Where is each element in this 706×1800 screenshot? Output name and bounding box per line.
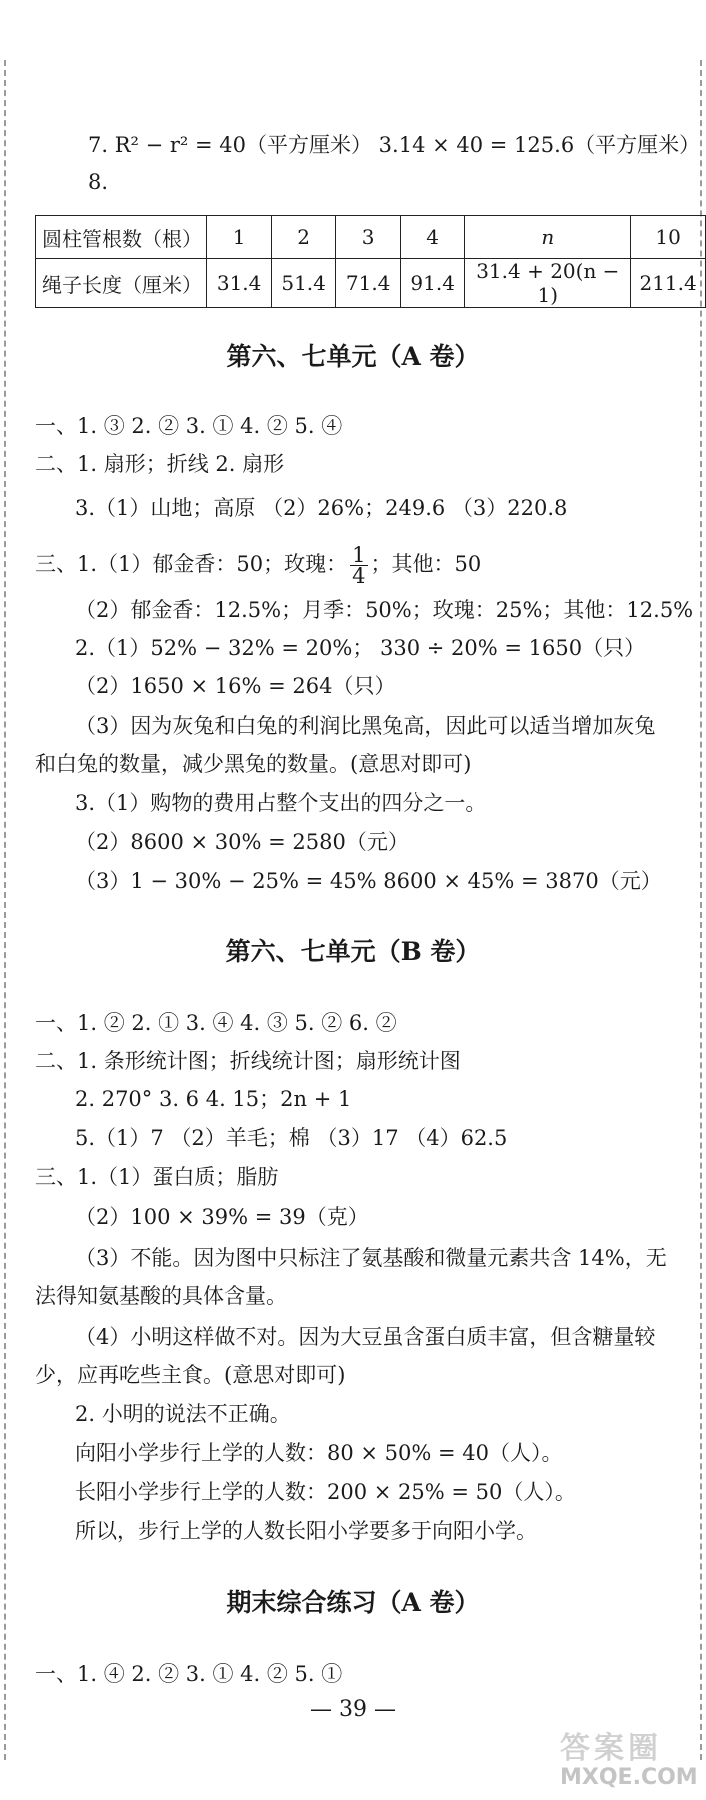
answer-7: 7. R² − r² = 40（平方厘米） 3.14 × 40 = 125.6（平方厘米） xyxy=(88,133,701,157)
fraction-one-quarter xyxy=(350,545,367,586)
left-dashed-margin xyxy=(4,60,6,1760)
fraction-numerator: 1 xyxy=(352,543,366,567)
section-a-line: （3）1 − 30% − 25% = 45% 8600 × 45% = 3870（元） xyxy=(75,869,662,893)
section-b-line: （4）小明这样做不对。因为大豆虽含蛋白质丰富，但含糖量较 xyxy=(75,1325,656,1349)
section-a-line: 2.（1）52% − 32% = 20%； 330 ÷ 20% = 1650（只） xyxy=(75,636,646,660)
fraction-denominator: 4 xyxy=(352,564,366,588)
section-b-line: （2）100 × 39% = 39（克） xyxy=(75,1205,369,1229)
table-cell: 31.4 xyxy=(207,259,272,308)
section-b-line: 5.（1）7 （2）羊毛；棉 （3）17 （4）62.5 xyxy=(75,1126,508,1150)
section-c-line: 一、1. ④ 2. ② 3. ① 4. ② 5. ① xyxy=(35,1662,343,1686)
section-b-line: 2. 小明的说法不正确。 xyxy=(75,1402,291,1426)
table-cell: 2 xyxy=(271,216,336,259)
table-cell: n xyxy=(465,216,631,259)
section-b-line: 向阳小学步行上学的人数：80 × 50% = 40（人）。 xyxy=(75,1441,563,1465)
right-dashed-margin xyxy=(700,60,702,1760)
section-b-line: 长阳小学步行上学的人数：200 × 25% = 50（人）。 xyxy=(75,1480,576,1504)
answer-8-label: 8. xyxy=(88,170,109,194)
section-b-line: 少，应再吃些主食。(意思对即可) xyxy=(35,1363,346,1387)
section-b-title: 第六、七单元（B 卷） xyxy=(225,937,481,966)
section-a-title: 第六、七单元（A 卷） xyxy=(226,342,480,371)
table-data-row xyxy=(36,259,706,308)
fraction-line-prefix: 三、1.（1）郁金香：50；玫瑰： xyxy=(35,552,348,576)
table-row-label: 绳子长度（厘米） xyxy=(36,259,207,308)
section-a-fraction-line xyxy=(35,542,481,586)
page-number: — 39 — xyxy=(310,1697,396,1722)
section-a-line: （2）郁金香：12.5%；月季：50%；玫瑰：25%；其他：12.5% xyxy=(75,598,694,622)
table-cell: 4 xyxy=(400,216,465,259)
section-b-line: 二、1. 条形统计图；折线统计图；扇形统计图 xyxy=(35,1049,461,1073)
section-b-line: （3）不能。因为图中只标注了氨基酸和微量元素共含 14%，无 xyxy=(75,1246,667,1270)
watermark-bottom: MXQE.COM xyxy=(560,1765,698,1790)
section-a-line: 3.（1）购物的费用占整个支出的四分之一。 xyxy=(75,791,487,815)
watermark-logo xyxy=(560,1732,700,1792)
table-cell: 91.4 xyxy=(400,259,465,308)
section-b-line: 法得知氨基酸的具体含量。 xyxy=(35,1284,287,1308)
table-header-row xyxy=(36,216,706,259)
section-a-line: 3.（1）山地；高原 （2）26%；249.6 （3）220.8 xyxy=(75,496,568,520)
section-a-line: （2）8600 × 30% = 2580（元） xyxy=(75,830,409,854)
table-cell: 51.4 xyxy=(271,259,336,308)
section-a-line: （2）1650 × 16% = 264（只） xyxy=(75,674,396,698)
section-b-line: 2. 270° 3. 6 4. 15；2n + 1 xyxy=(75,1087,352,1111)
table-cell: 31.4 + 20(n − 1) xyxy=(465,259,631,308)
table-cell: 1 xyxy=(207,216,272,259)
table-cell: 3 xyxy=(336,216,401,259)
section-a-line: （3）因为灰兔和白兔的利润比黑兔高，因此可以适当增加灰兔 xyxy=(75,714,656,738)
section-c-title: 期末综合练习（A 卷） xyxy=(226,1588,480,1617)
tube-rope-table xyxy=(35,215,706,308)
section-a-line: 和白兔的数量，减少黑兔的数量。(意思对即可) xyxy=(35,752,472,776)
table-cell: 211.4 xyxy=(631,259,706,308)
table-cell: 10 xyxy=(631,216,706,259)
section-b-line: 所以，步行上学的人数长阳小学要多于向阳小学。 xyxy=(75,1519,537,1543)
section-b-line: 三、1.（1）蛋白质；脂肪 xyxy=(35,1165,279,1189)
watermark-top: 答案圈 xyxy=(560,1731,662,1766)
section-b-line: 一、1. ② 2. ① 3. ④ 4. ③ 5. ② 6. ② xyxy=(35,1011,397,1035)
fraction-line-suffix: ；其他：50 xyxy=(370,552,482,576)
section-a-line: 一、1. ③ 2. ② 3. ① 4. ② 5. ④ xyxy=(35,414,343,438)
table-header-label: 圆柱管根数（根） xyxy=(36,216,207,259)
section-a-line: 二、1. 扇形；折线 2. 扇形 xyxy=(35,452,285,476)
table-cell: 71.4 xyxy=(336,259,401,308)
